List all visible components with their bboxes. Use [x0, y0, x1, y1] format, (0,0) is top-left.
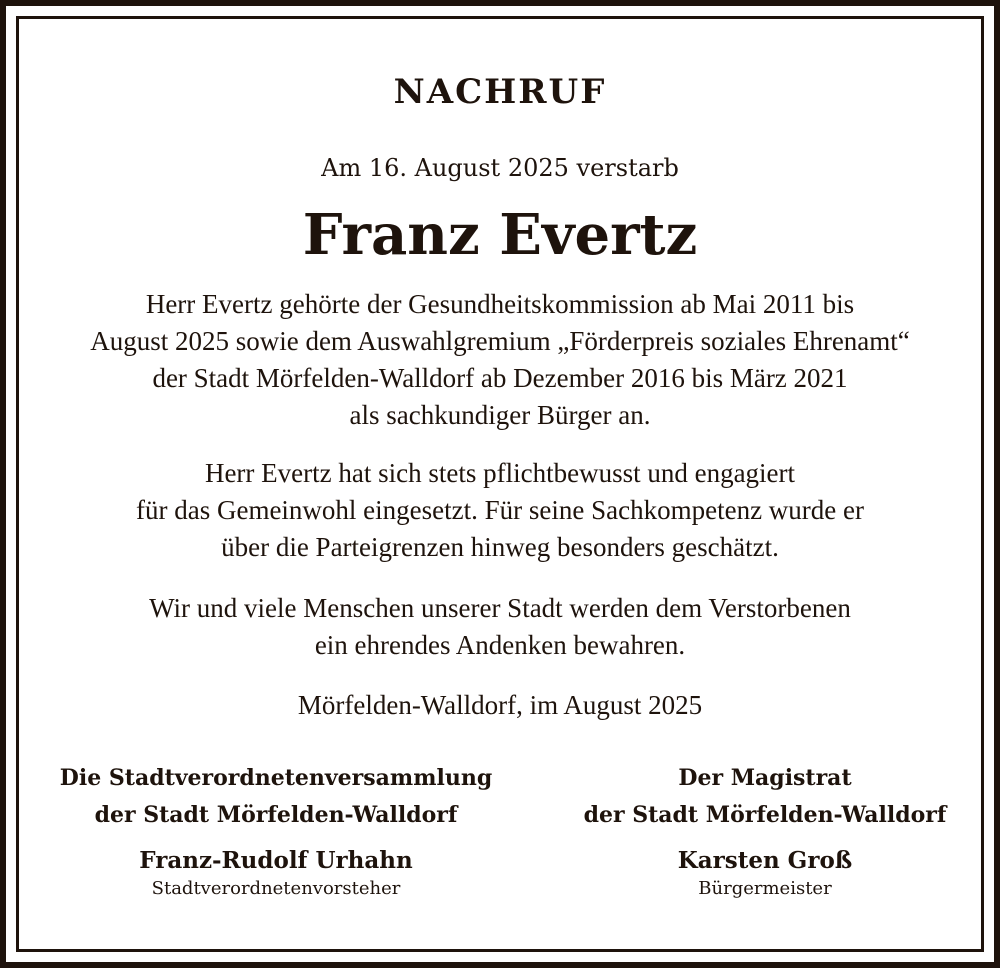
paragraph-line: Herr Evertz gehörte der Gesundheitskommission ab Mai 2011 bis	[145, 289, 855, 319]
signatory-name: Karsten Groß	[677, 847, 853, 874]
signatory-org-line: Die Stadtverordnetenversammlung	[59, 765, 493, 791]
signatory-org-line: der Stadt Mörfelden-Walldorf	[94, 802, 458, 828]
paragraph-line: Herr Evertz hat sich stets pflichtbewusst und engagiert	[204, 458, 796, 488]
paragraph-service	[0, 286, 1000, 434]
signatory-org-line: Der Magistrat	[678, 765, 852, 791]
signatory-role: Bürgermeister	[698, 878, 832, 899]
notice-title: NACHRUF	[393, 72, 607, 112]
signatory-block-council	[36, 760, 516, 902]
paragraph-line: Wir und viele Menschen unserer Stadt werden dem Verstorbenen	[149, 593, 851, 623]
signatory-role: Stadtverordnetenvorsteher	[151, 878, 401, 899]
paragraph-remembrance	[0, 590, 1000, 664]
paragraph-line: über die Parteigrenzen hinweg besonders geschätzt.	[221, 532, 779, 562]
deceased-name: Franz Evertz	[302, 202, 698, 268]
paragraph-line: als sachkundiger Bürger an.	[349, 400, 651, 430]
place-and-date: Mörfelden-Walldorf, im August 2025	[297, 690, 703, 720]
signatory-block-magistrate	[525, 760, 1000, 902]
paragraph-line: ein ehrendes Andenken bewahren.	[314, 630, 686, 660]
paragraph-tribute	[0, 455, 1000, 566]
signatory-org-line: der Stadt Mörfelden-Walldorf	[583, 802, 947, 828]
paragraph-line: für das Gemeinwohl eingesetzt. Für seine Sachkompetenz wurde er	[135, 495, 864, 525]
signatory-name: Franz-Rudolf Urhahn	[139, 847, 413, 874]
paragraph-line: der Stadt Mörfelden-Walldorf ab Dezember 2016 bis März 2021	[152, 363, 848, 393]
paragraph-line: August 2025 sowie dem Auswahlgremium „Förderpreis soziales Ehrenamt“	[90, 326, 910, 356]
death-date-intro: Am 16. August 2025 verstarb	[321, 154, 679, 182]
